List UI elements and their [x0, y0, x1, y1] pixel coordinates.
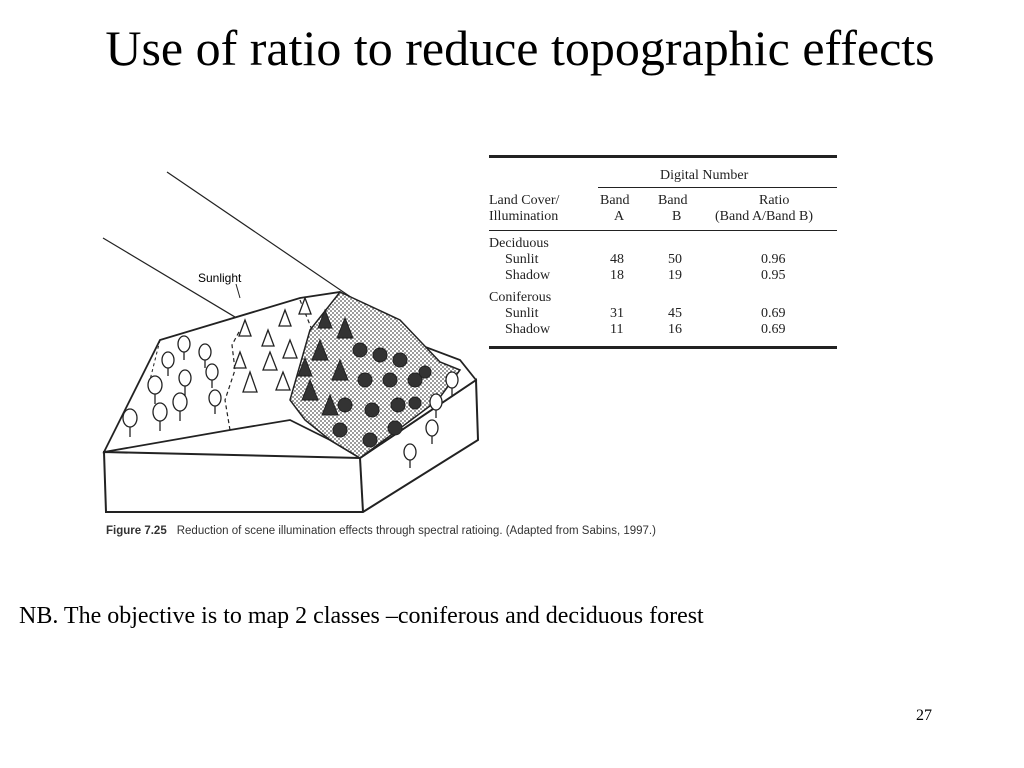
row-ratio: 0.96	[761, 252, 786, 267]
group-header: Digital Number	[660, 168, 749, 183]
figure-number: Figure 7.25	[106, 525, 167, 537]
sunlight-label: Sunlight	[198, 271, 242, 285]
row-ratio: 0.69	[761, 322, 786, 337]
header-ratio-formula: (Band A/Band B)	[715, 209, 813, 224]
group-deciduous: Deciduous	[489, 236, 549, 251]
header-ratio: Ratio	[759, 193, 790, 208]
figure-caption-text: Reduction of scene illumination effects through spectral ratioing. (Adapted from Sabins, 1997.)	[176, 525, 656, 537]
row-label: Sunlit	[505, 306, 539, 321]
row-band-a: 31	[610, 306, 624, 321]
page-number: 27	[916, 707, 932, 724]
row-band-a: 11	[610, 322, 624, 337]
row-band-b: 45	[668, 306, 682, 321]
row-band-a: 18	[610, 268, 624, 283]
row-label: Shadow	[505, 322, 551, 337]
header-band-a-letter: A	[614, 209, 625, 224]
header-land-cover: Land Cover/	[489, 193, 560, 208]
figure-caption	[106, 525, 656, 537]
row-band-b: 19	[668, 268, 682, 283]
sunlight-label-pointer	[236, 284, 240, 298]
header-illumination: Illumination	[489, 209, 559, 224]
terrain-illumination-diagram	[98, 168, 480, 520]
row-label: Sunlit	[505, 252, 539, 267]
header-band-a: Band	[600, 193, 630, 208]
group-coniferous: Coniferous	[489, 290, 552, 305]
row-band-b: 50	[668, 252, 682, 267]
header-band-b: Band	[658, 193, 688, 208]
slide-note: NB. The objective is to map 2 classes –coniferous and deciduous forest	[19, 603, 704, 629]
row-band-a: 48	[610, 252, 624, 267]
slide-title: Use of ratio to reduce topographic effects	[105, 20, 935, 76]
row-label: Shadow	[505, 268, 551, 283]
row-band-b: 16	[668, 322, 682, 337]
row-ratio: 0.95	[761, 268, 786, 283]
row-ratio: 0.69	[761, 306, 786, 321]
header-band-b-letter: B	[672, 209, 682, 224]
